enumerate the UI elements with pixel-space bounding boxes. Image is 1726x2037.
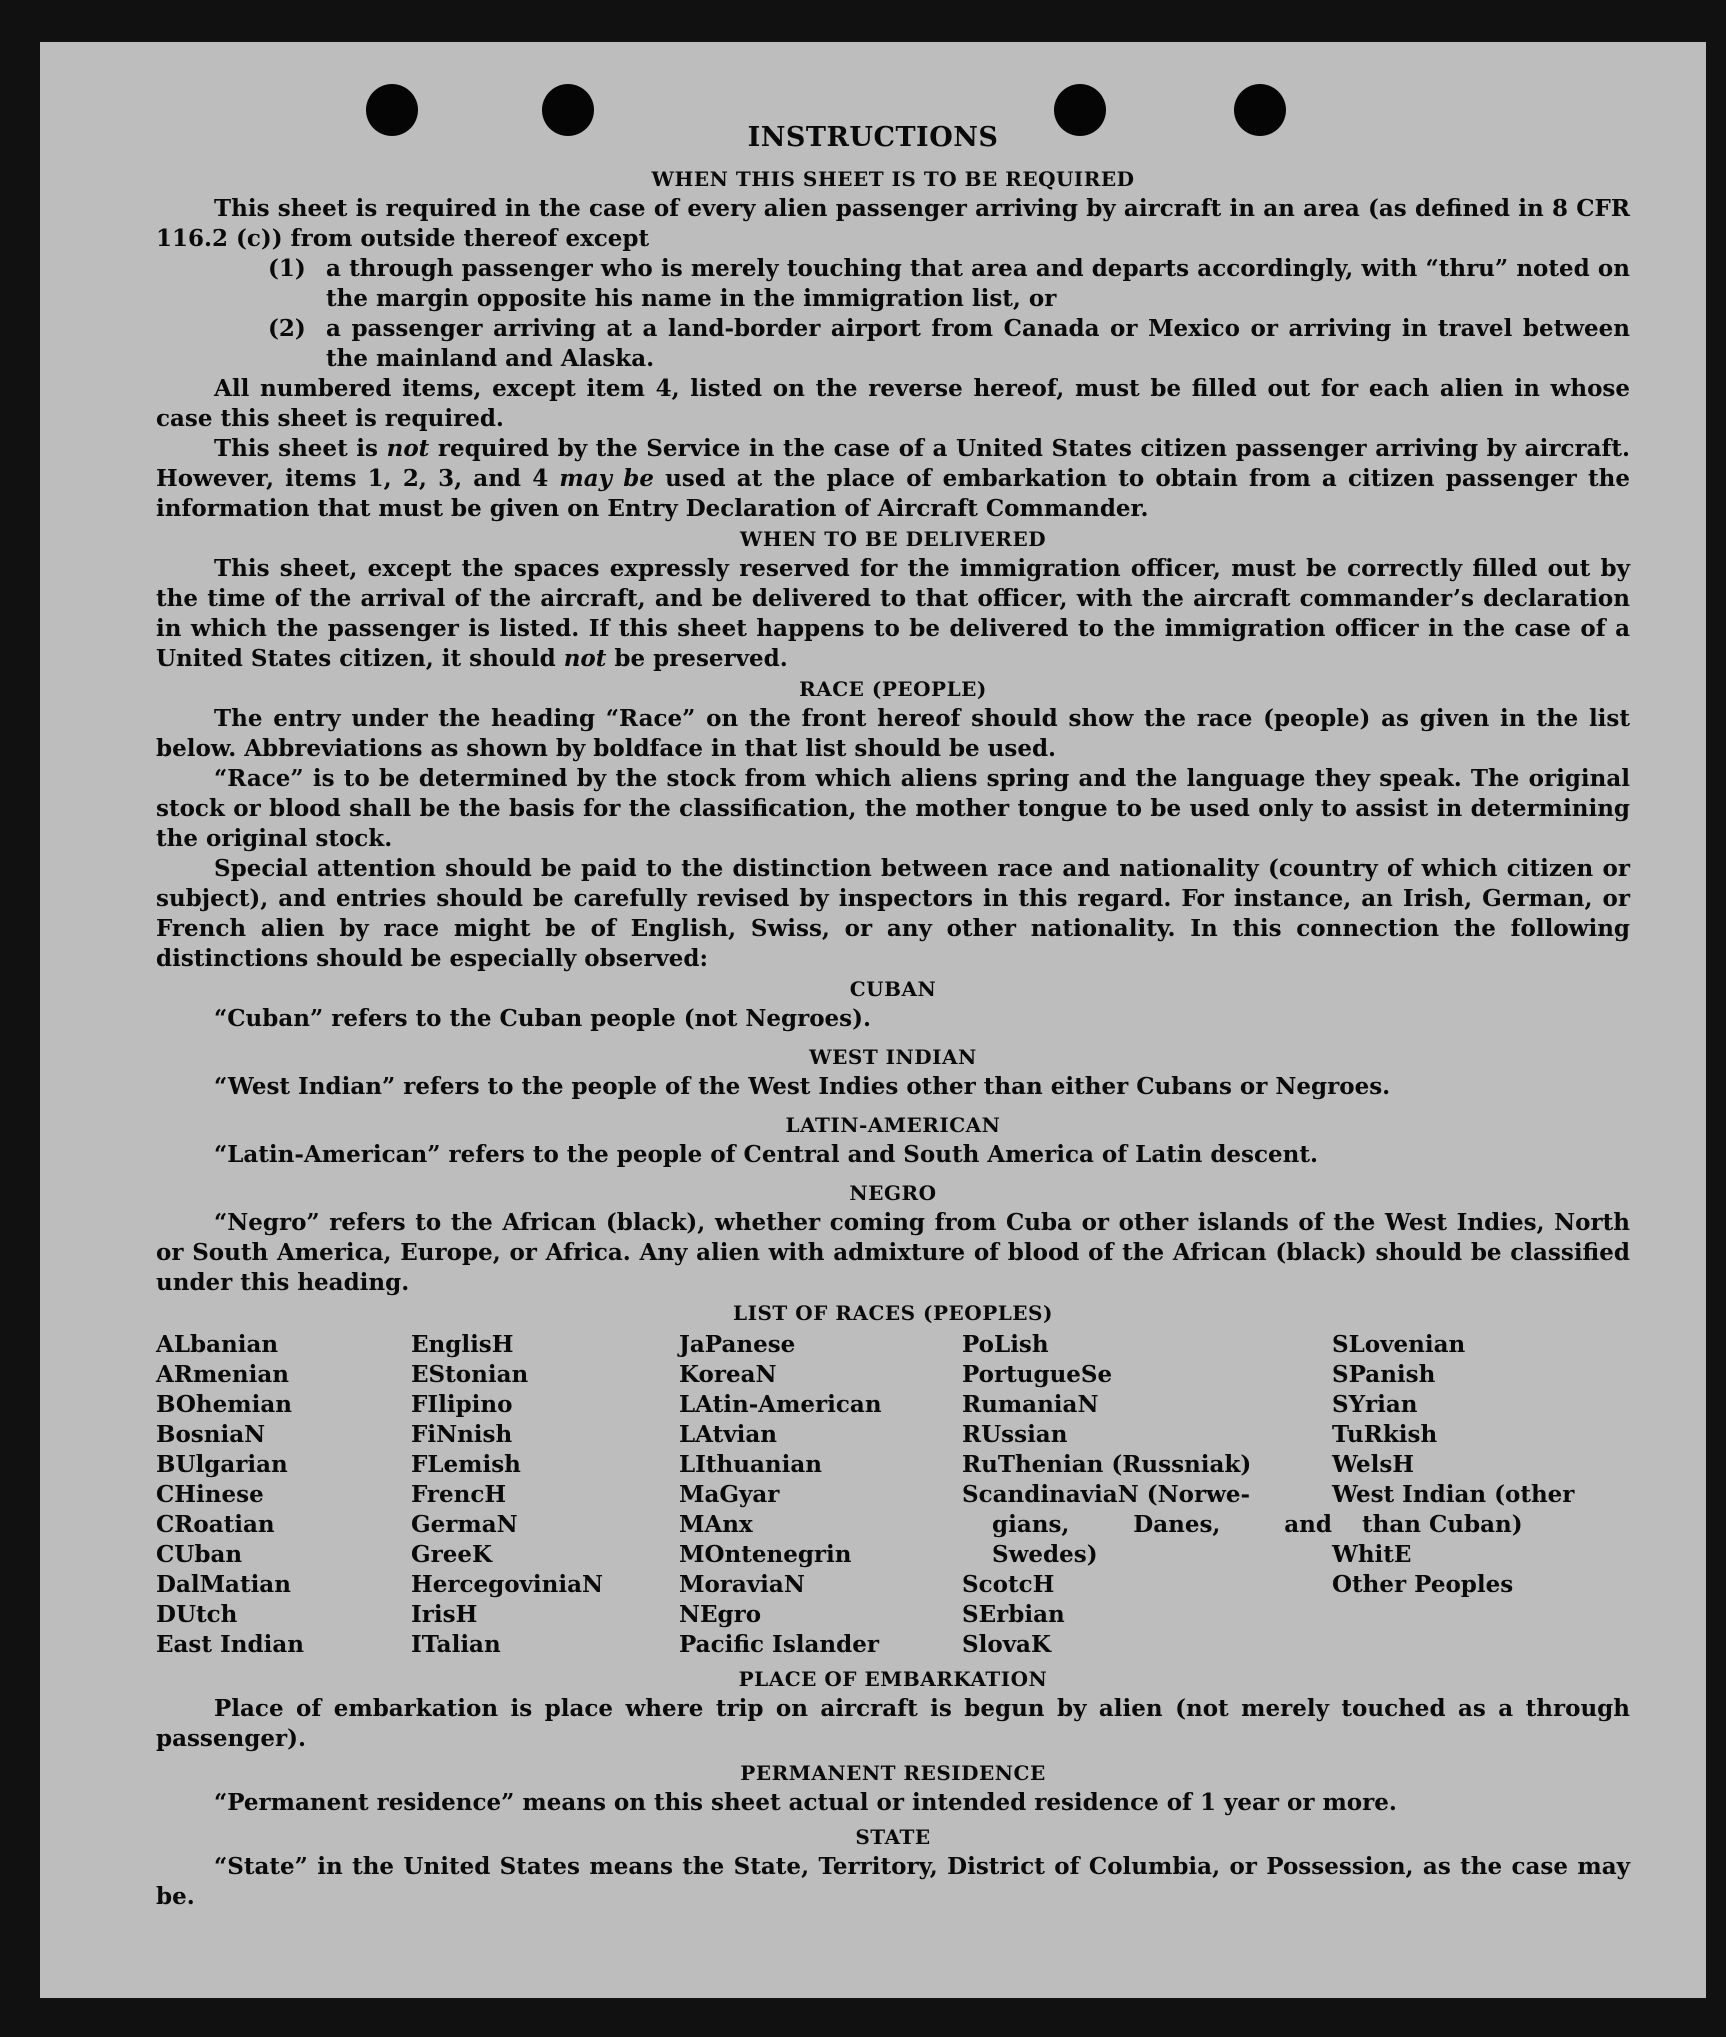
race-paragraph-3: Special attention should be paid to the distinction between race and nationality (country of which citizen or subject), and entries should be carefully revised by inspectors in this regard. For instance, an Irish, German, or French alien by race might be of English, Swiss, or any other nationality. In this connection the following distinctions should be especially observed: bbox=[156, 855, 1630, 972]
race-entry: RumaniaN bbox=[962, 1391, 1099, 1418]
race-entry: ScandinaviaN (Norwe- bbox=[962, 1481, 1251, 1508]
page-title: INSTRUCTIONS bbox=[747, 122, 999, 153]
race-entry: CHinese bbox=[156, 1481, 264, 1508]
race-entry: ScotcH bbox=[962, 1571, 1055, 1598]
race-paragraph-1: The entry under the heading “Race” on the front hereof should show the race (people) as given in the list below. Abbreviations as shown by boldface in that list should be used. bbox=[156, 705, 1630, 762]
heading-when-required: WHEN THIS SHEET IS TO BE REQUIRED bbox=[651, 167, 1135, 191]
race-entry: ITalian bbox=[411, 1631, 501, 1658]
race-entry: SErbian bbox=[962, 1601, 1065, 1628]
heading-race: RACE (PEOPLE) bbox=[799, 677, 987, 701]
race-entry: NEgro bbox=[679, 1601, 762, 1628]
exception-item: (2) a passenger arriving at a land-border airport from Canada or Mexico or arriving in travel between the mainland and Alaska. bbox=[268, 315, 1630, 372]
races-table bbox=[156, 1330, 1630, 1660]
race-entry: WhitE bbox=[1332, 1541, 1412, 1568]
race-entry: West Indian (other bbox=[1332, 1481, 1575, 1508]
latin-american-definition: “Latin-American” refers to the people of Central and South America of Latin descent. bbox=[214, 1141, 1318, 1168]
races-column-2 bbox=[411, 1330, 679, 1660]
race-entry-continued: Swedes) bbox=[992, 1541, 1098, 1568]
race-entry: FIlipino bbox=[411, 1391, 513, 1418]
race-entry: DalMatian bbox=[156, 1571, 291, 1598]
race-entry: IrisH bbox=[411, 1601, 478, 1628]
race-entry: GermaN bbox=[411, 1511, 518, 1538]
race-entry: JaPanese bbox=[679, 1331, 796, 1358]
races-column-3 bbox=[679, 1330, 962, 1660]
heading-permanent-residence: PERMANENT RESIDENCE bbox=[740, 1761, 1046, 1785]
residence-paragraph: “Permanent residence” means on this sheet actual or intended residence of 1 year or more. bbox=[214, 1789, 1397, 1816]
race-entry-continued: gians, Danes, and bbox=[992, 1511, 1332, 1538]
citizen-paragraph: This sheet is not required by the Service in the case of a United States citizen passenger arriving by aircraft. However, items 1, 2, 3, and 4 may be used at the place of embarkation to obtain from a citizen passenger the information that must be given on Entry Declaration of Aircraft Commander. bbox=[156, 435, 1630, 522]
race-entry: BUlgarian bbox=[156, 1451, 288, 1478]
race-entry: TuRkish bbox=[1332, 1421, 1438, 1448]
race-entry: SYrian bbox=[1332, 1391, 1418, 1418]
race-entry: BOhemian bbox=[156, 1391, 292, 1418]
heading-west-indian: WEST INDIAN bbox=[809, 1045, 977, 1069]
heading-negro: NEGRO bbox=[849, 1181, 937, 1205]
race-entry: BosniaN bbox=[156, 1421, 266, 1448]
race-paragraph-2: “Race” is to be determined by the stock from which aliens spring and the language they speak. The original stock or blood shall be the basis for the classification, the mother tongue to be used only to assist in determining the original stock. bbox=[156, 765, 1630, 852]
race-entry: ALbanian bbox=[156, 1331, 279, 1358]
race-entry: SLovenian bbox=[1332, 1331, 1466, 1358]
race-entry: SlovaK bbox=[962, 1631, 1051, 1658]
race-entry: DUtch bbox=[156, 1601, 238, 1628]
race-entry: RuThenian (Russniak) bbox=[962, 1451, 1252, 1478]
intro-paragraph: This sheet is required in the case of every alien passenger arriving by aircraft in an area (as defined in 8 CFR 116.2 (c)) from outside thereof except bbox=[156, 195, 1630, 252]
race-entry: MOntenegrin bbox=[679, 1541, 852, 1568]
exception-item: (1) a through passenger who is merely touching that area and departs accordingly, with “thru” noted on the margin opposite his name in the immigration list, or bbox=[268, 255, 1630, 312]
race-entry: MAnx bbox=[679, 1511, 753, 1538]
race-entry: MoraviaN bbox=[679, 1571, 805, 1598]
race-entry: LAtin-American bbox=[679, 1391, 882, 1418]
race-entry: East Indian bbox=[156, 1631, 304, 1658]
cuban-definition: “Cuban” refers to the Cuban people (not Negroes). bbox=[214, 1005, 872, 1032]
delivered-paragraph: This sheet, except the spaces expressly reserved for the immigration officer, must be correctly filled out by the time of the arrival of the aircraft, and be delivered to that officer, with the aircraft commander’s declaration in which the passenger is listed. If this sheet happens to be delivered to the immigration officer in the case of a United States citizen, it should not be preserved. bbox=[156, 555, 1630, 672]
embarkation-paragraph: Place of embarkation is place where trip on aircraft is begun by alien (not merely touched as a through passenger). bbox=[156, 1695, 1630, 1752]
heading-state: STATE bbox=[855, 1825, 931, 1849]
race-entry: EStonian bbox=[411, 1361, 529, 1388]
race-entry-continued: than Cuban) bbox=[1362, 1511, 1523, 1538]
heading-place-of-embarkation: PLACE OF EMBARKATION bbox=[738, 1667, 1048, 1691]
race-entry: Pacific Islander bbox=[679, 1631, 879, 1658]
race-entry: FrencH bbox=[411, 1481, 507, 1508]
races-column-1 bbox=[156, 1330, 411, 1660]
race-entry: GreeK bbox=[411, 1541, 493, 1568]
race-entry: KoreaN bbox=[679, 1361, 777, 1388]
race-entry: HercegoviniaN bbox=[411, 1571, 604, 1598]
instructions-body bbox=[156, 164, 1630, 1912]
race-entry: LIthuanian bbox=[679, 1451, 822, 1478]
race-entry: FiNnish bbox=[411, 1421, 513, 1448]
races-column-5 bbox=[1332, 1330, 1630, 1660]
heading-latin-american: LATIN-AMERICAN bbox=[785, 1113, 1001, 1137]
heading-when-delivered: WHEN TO BE DELIVERED bbox=[739, 527, 1047, 551]
west-indian-definition: “West Indian” refers to the people of the West Indies other than either Cubans or Negroes. bbox=[214, 1073, 1391, 1100]
race-entry: WelsH bbox=[1332, 1451, 1415, 1478]
race-entry: PortugueSe bbox=[962, 1361, 1113, 1388]
races-column-4 bbox=[962, 1330, 1332, 1660]
numbered-items-paragraph: All numbered items, except item 4, listed on the reverse hereof, must be filled out for each alien in whose case this sheet is required. bbox=[156, 375, 1630, 432]
race-entry: Other Peoples bbox=[1332, 1571, 1514, 1598]
heading-cuban: CUBAN bbox=[849, 977, 937, 1001]
race-entry: CUban bbox=[156, 1541, 243, 1568]
race-entry: RUssian bbox=[962, 1421, 1068, 1448]
negro-definition: “Negro” refers to the African (black), whether coming from Cuba or other islands of the West Indies, North or South America, Europe, or Africa. Any alien with admixture of blood of the African (black) should be classified under this heading. bbox=[156, 1209, 1630, 1296]
race-entry: EnglisH bbox=[411, 1331, 514, 1358]
race-entry: SPanish bbox=[1332, 1361, 1436, 1388]
race-entry: LAtvian bbox=[679, 1421, 777, 1448]
heading-list-of-races: LIST OF RACES (PEOPLES) bbox=[733, 1301, 1053, 1325]
document-page bbox=[40, 42, 1706, 1998]
race-entry: PoLish bbox=[962, 1331, 1049, 1358]
race-entry: ARmenian bbox=[156, 1361, 290, 1388]
race-entry: MaGyar bbox=[679, 1481, 780, 1508]
race-entry: FLemish bbox=[411, 1451, 521, 1478]
race-entry: CRoatian bbox=[156, 1511, 275, 1538]
state-paragraph: “State” in the United States means the State, Territory, District of Columbia, or Possession, as the case may be. bbox=[156, 1853, 1630, 1910]
